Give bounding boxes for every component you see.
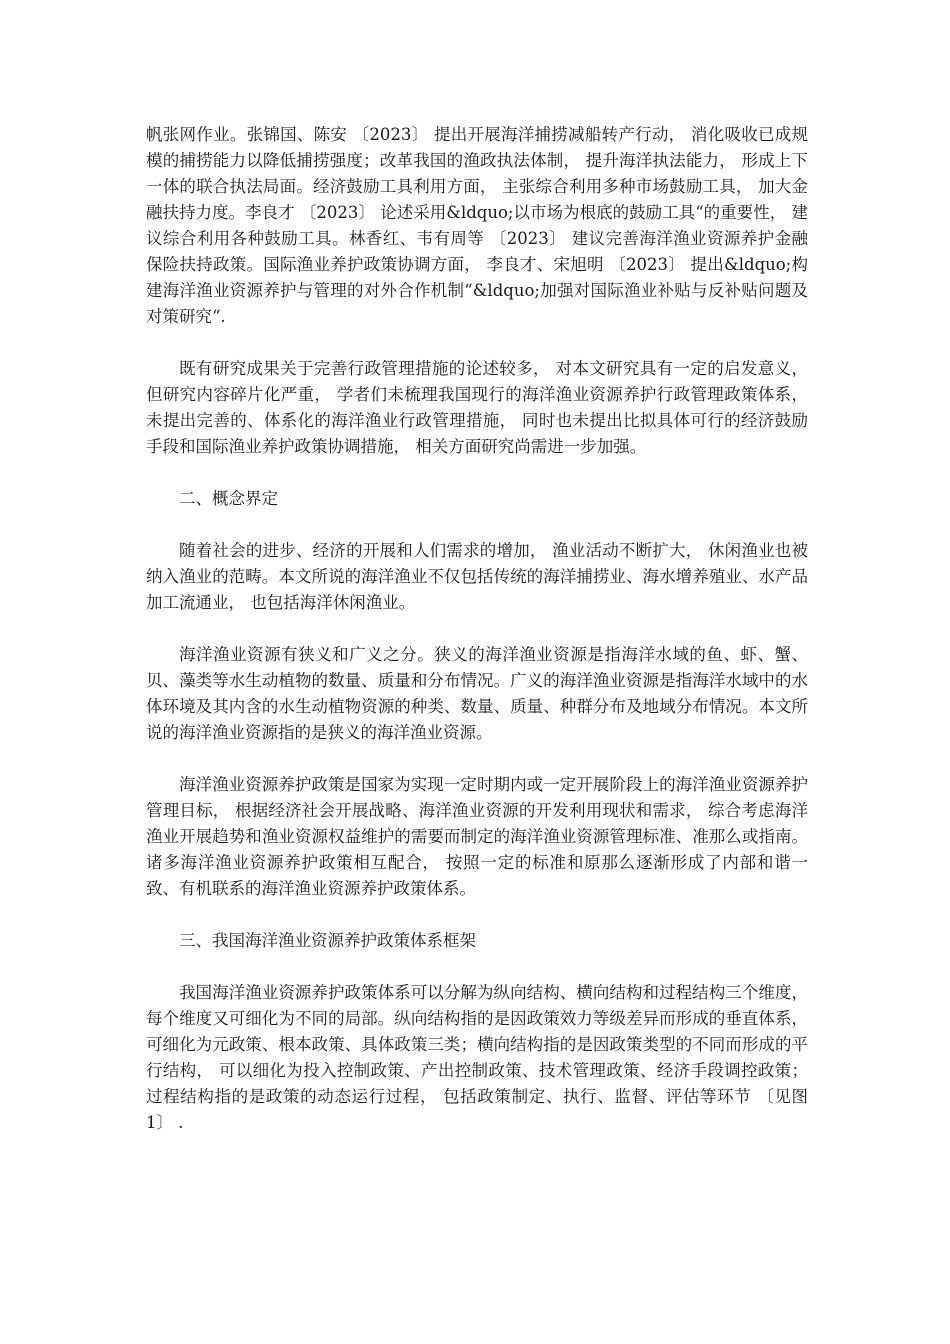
paragraph-policy-framework: 我国海洋渔业资源养护政策体系可以分解为纵向结构、横向结构和过程结构三个维度， 每个维度又可细化为不同的局部。纵向结构指的是因政策效力等级差异而形成的垂直体系， 可细化为元政策、根本政策、具体政策三类；横向结构指的是因政策类型的不同而形成的平行结构， 可以细化为投入控制政策、产出控制政策、技术管理政策、经济手段调控政策；过程结构指的是政策的动态运行过程， 包括政策制定、执行、监督、评估等环节 〔见图 1〕 . <box>146 983 808 1132</box>
paragraph-research-gap: 既有研究成果关于完善行政管理措施的论述较多， 对本文研究具有一定的启发意义， 但研究内容碎片化严重， 学者们未梳理我国现行的海洋渔业资源养护行政管理政策体系， 未提出完善的、体系化的海洋渔业行政管理措施， 同时也未提出比拟具体可行的经济鼓励手段和国际渔业养护政策协调措施， 相关方面研究尚需进一步加强。 <box>146 359 808 456</box>
paragraph-literature-review: 帆张网作业。张锦国、陈安 〔2023〕 提出开展海洋捕捞减船转产行动， 消化吸收已成规模的捕捞能力以降低捕捞强度；改革我国的渔政执法体制， 提升海洋执法能力， 形成上下一体的联合执法局面。经济鼓励工具利用方面， 主张综合利用多种市场鼓励工具， 加大金融扶持力度。李良才 〔2023〕 论述采用&ldquo;以市场为根底的鼓励工具“的重要性， 建议综合利用各种鼓励工具。林香红、韦有周等 〔2023〕 建议完善海洋渔业资源养护金融保险扶持政策。国际渔业养护政策协调方面， 李良才、宋旭明 〔2023〕 提出&ldquo;构建海洋渔业资源养护与管理的对外合作机制“&ldquo;加强对国际渔业补贴与反补贴问题及对策研究“. <box>146 125 808 326</box>
paragraph-marine-fishery-definition: 随着社会的进步、经济的开展和人们需求的增加， 渔业活动不断扩大， 休闲渔业也被纳入渔业的范畴。本文所说的海洋渔业不仅包括传统的海洋捕捞业、海水增养殖业、水产品加工流通业， 也包括海洋休闲渔业。 <box>146 541 808 612</box>
document-body <box>146 122 808 1162</box>
section-heading-concept-definition: 二、概念界定 <box>179 489 278 508</box>
paragraph-conservation-policy-definition: 海洋渔业资源养护政策是国家为实现一定时期内或一定开展阶段上的海洋渔业资源养护管理目标， 根据经济社会开展战略、海洋渔业资源的开发利用现状和需求， 综合考虑海洋渔业开展趋势和渔业资源权益维护的需要而制定的海洋渔业资源管理标准、准那么或指南。诸多海洋渔业资源养护政策相互配合， 按照一定的标准和原那么逐渐形成了内部和谐一致、有机联系的海洋渔业资源养护政策体系。 <box>146 775 808 898</box>
section-heading-policy-framework: 三、我国海洋渔业资源养护政策体系框架 <box>179 931 476 950</box>
paragraph-fishery-resources-definition: 海洋渔业资源有狭义和广义之分。狭义的海洋渔业资源是指海洋水域的鱼、虾、蟹、贝、藻类等水生动植物的数量、质量和分布情况。广义的海洋渔业资源是指海洋水域中的水体环境及其内含的水生动植物资源的种类、数量、质量、种群分布及地域分布情况。本文所说的海洋渔业资源指的是狭义的海洋渔业资源。 <box>146 645 808 742</box>
